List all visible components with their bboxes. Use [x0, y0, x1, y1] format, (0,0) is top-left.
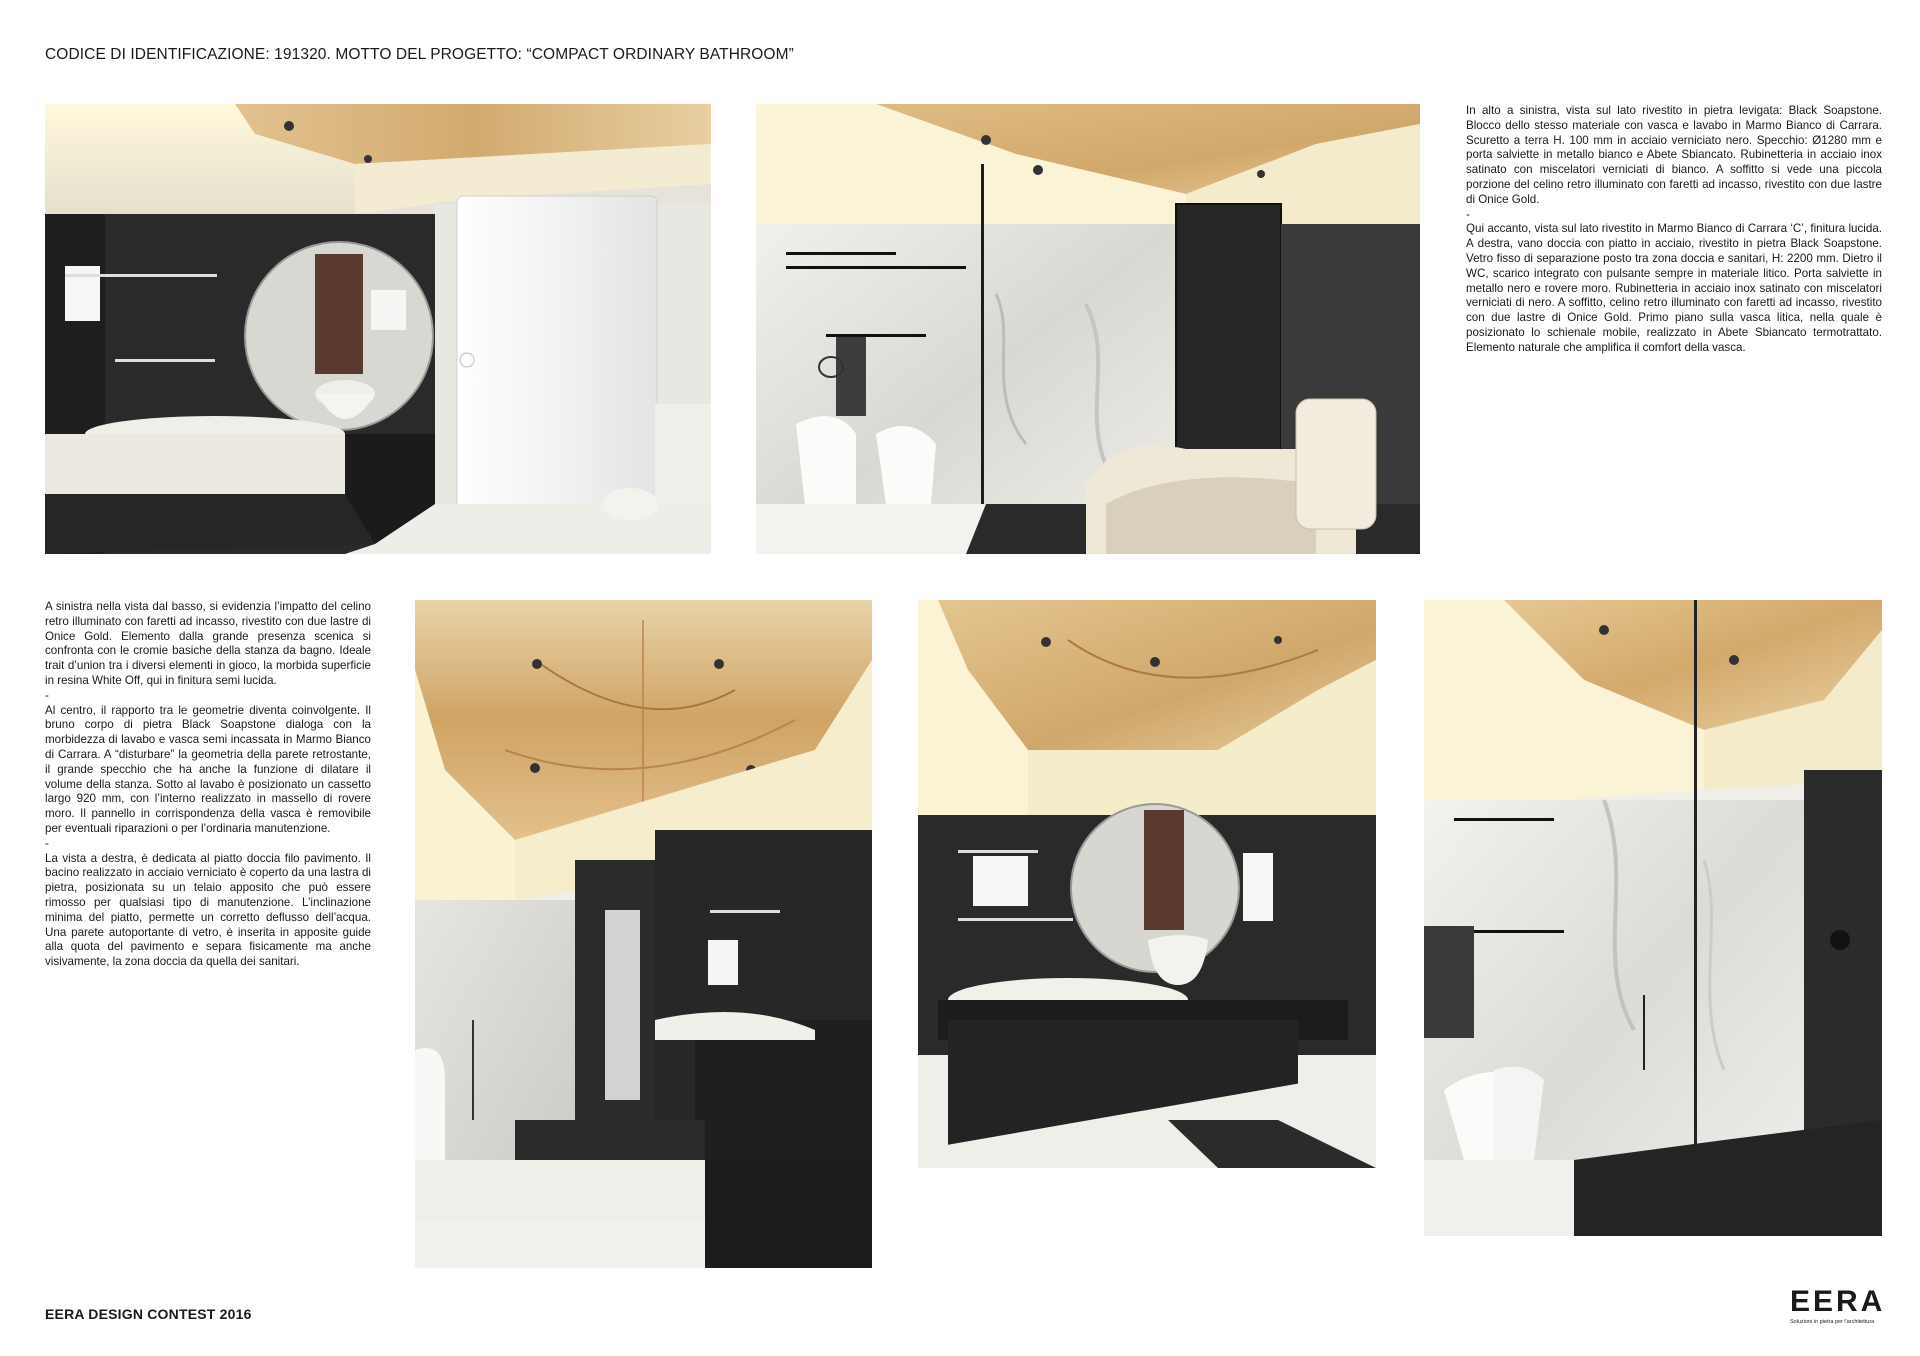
- paragraph: Al centro, il rapporto tra le geometrie diventa coinvolgente. Il bruno corpo di pietra Black Soapstone dialoga con la morbidezza di lavabo e vasca semi incassata in Marmo Bianco di Carrara. A “disturbare” la geometria della parete retrostante, il grande specchio che ha anche la funzione di dilatare il volume della stanza. Sotto al lavabo è posizionato un cassetto largo 920 mm, con l’interno realizzato in massello di rovere moro. Il pannello in corrispondenza della vasca è removibile per eventuali riparazioni o per l’ordinaria manutenzione.: [45, 703, 371, 835]
- paragraph: La vista a destra, è dedicata al piatto doccia filo pavimento. Il bacino realizzato in acciaio verniciato è coperto da una lastra di pietra, posizionata su un telaio apposito che può essere rimosso per qualsiasi tipo di manutenzione. L’inclinazione minima del piatto, permette un corretto deflusso dell’acqua. Una parete autoportante di vetro, è inserita in apposite guide alla quota del pavimento e separa fisicamente ma anche visivamente, la zona doccia da quella dei sanitari.: [45, 851, 371, 969]
- eera-logo: [1790, 1287, 1885, 1325]
- paragraph: Qui accanto, vista sul lato rivestito in Marmo Bianco di Carrara ‘C’, finitura lucida. A destra, vano doccia con piatto in acciaio, rivestito in pietra Black Soapstone. Vetro fisso di separazione posto tra zona doccia e sanitari, H: 2200 mm. Dietro il WC, scarico integrato con pulsante sempre in materiale litico. Porta salviette in metallo nero e rovere moro. Rubinetteria in acciaio inox satinato con miscelatori verniciati di nero. A soffitto, celino retro illuminato con faretti ad incasso, rivestito con due lastre di Onice Gold. Primo piano sulla vasca litica, nella quale è posizionato lo schienale mobile, realizzato in Abete Sbiancato termotrattato. Elemento naturale che amplifica il comfort della vasca.: [1466, 222, 1882, 354]
- render-bottom-right: [1424, 600, 1882, 1236]
- logo-wordmark: EERA: [1790, 1285, 1886, 1318]
- description-top-right: [1466, 104, 1882, 356]
- contest-label: EERA DESIGN CONTEST 2016: [45, 1306, 252, 1322]
- logo-tagline: Soluzioni in pietra per l'architettura: [1790, 1319, 1875, 1325]
- render-bottom-left: [415, 600, 872, 1268]
- separator: -: [1466, 207, 1470, 221]
- render-top-middle: [756, 104, 1420, 554]
- description-bottom-left: [45, 600, 371, 970]
- render-top-left: [45, 104, 711, 554]
- separator: -: [45, 836, 49, 850]
- separator: -: [45, 688, 49, 702]
- paragraph: A sinistra nella vista dal basso, si evidenzia l’impatto del celino retro illuminato con faretti ad incasso, rivestito con due lastre di Onice Gold. Elemento dalla grande presenza scenica si confronta con le cromie basiche della stanza da bagno. Ideale trait d’union tra i diversi elementi in gioco, la morbida superficie in resina White Off, qui in finitura semi lucida.: [45, 600, 371, 687]
- page-title: CODICE DI IDENTIFICAZIONE: 191320. MOTTO DEL PROGETTO: “COMPACT ORDINARY BATHROOM”: [45, 46, 794, 63]
- paragraph: In alto a sinistra, vista sul lato rivestito in pietra levigata: Black Soapstone. Blocco dello stesso materiale con vasca e lavabo in Marmo Bianco di Carrara. Scuretto a terra H. 100 mm in acciaio verniciato nero. Specchio: Ø1280 mm e porta salviette in metallo bianco e Abete Sbiancato. Rubinetteria in acciaio inox satinato con miscelatori verniciati di bianco. A soffitto si vede una piccola porzione del celino retro illuminato con faretti ad incasso, rivestito con due lastre di Onice Gold.: [1466, 104, 1882, 206]
- render-bottom-middle: [918, 600, 1376, 1168]
